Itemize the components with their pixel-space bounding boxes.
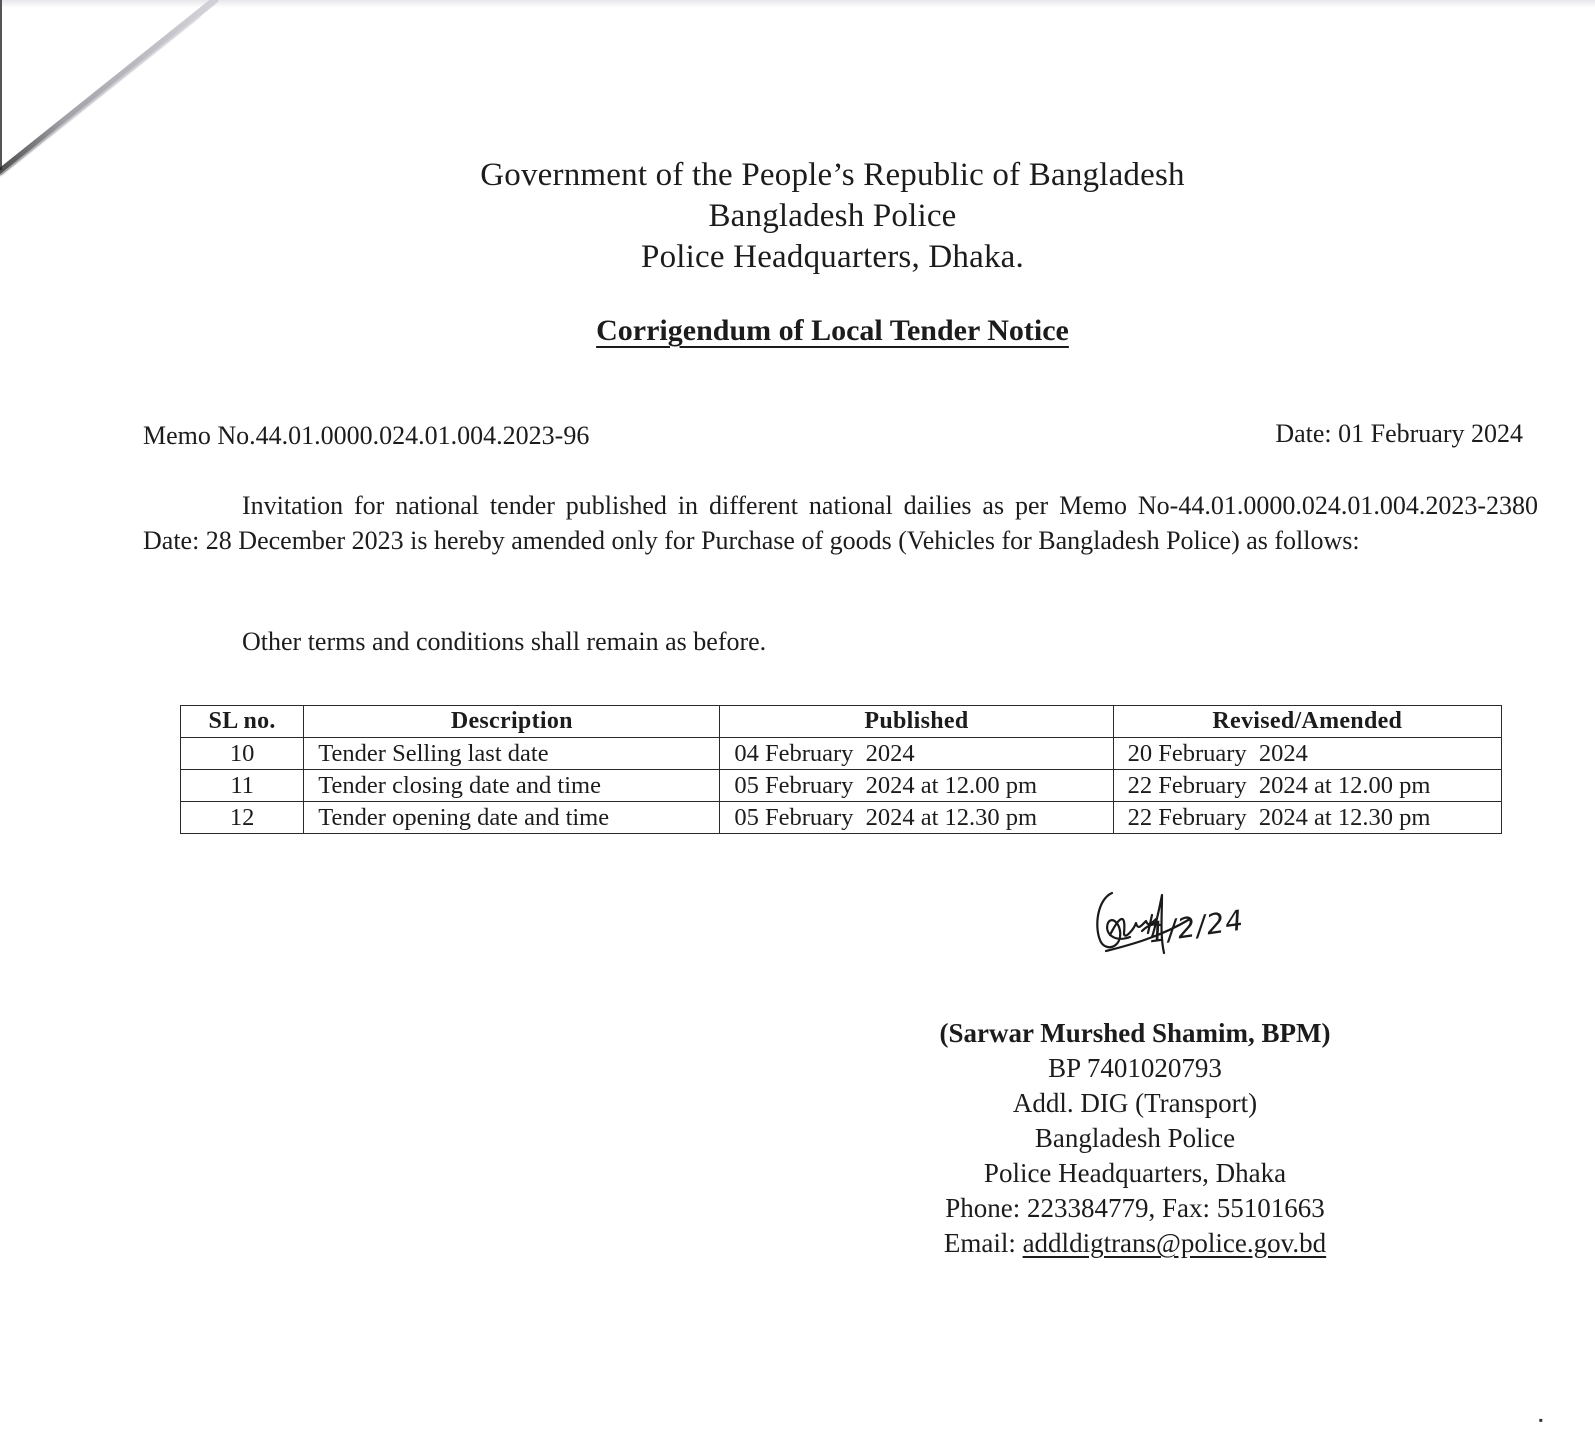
cell-published: 05 February 2024 at 12.00 pm [720, 770, 1113, 802]
scan-speck: ▪ [1538, 1413, 1543, 1427]
body-paragraph-invitation: Invitation for national tender published in different national dailies as per Memo No-44.01.0000.024.01.004.2023-2380 Date: 28 December 2023 is hereby amended only for Purchase of goods (Vehicles for Bangladesh Police) as follows: [143, 491, 1538, 555]
handwritten-signature-date: 1/2/24 [1146, 903, 1246, 950]
memo-number: Memo No.44.01.0000.024.01.004.2023-96 [143, 421, 590, 450]
column-header-sl: SL no. [181, 706, 304, 738]
cell-description: Tender closing date and time [304, 770, 720, 802]
cell-published: 05 February 2024 at 12.30 pm [720, 802, 1113, 834]
table-row [181, 770, 1502, 802]
letterhead-government: Government of the People’s Republic of Bangladesh [480, 157, 1185, 193]
body-paragraph-terms: Other terms and conditions shall remain as before. [242, 627, 767, 656]
cell-sl: 10 [181, 738, 304, 770]
signatory-block [880, 1016, 1390, 1261]
cell-description: Tender opening date and time [304, 802, 720, 834]
column-header-revised: Revised/Amended [1113, 706, 1501, 738]
letterhead-office: Police Headquarters, Dhaka. [641, 239, 1024, 275]
signatory-email-line [880, 1226, 1390, 1261]
letterhead [0, 155, 1595, 278]
letterhead-department: Bangladesh Police [708, 198, 957, 234]
column-header-published: Published [720, 706, 1113, 738]
document-title [0, 314, 1595, 348]
table-row [181, 802, 1502, 834]
cell-sl: 11 [181, 770, 304, 802]
cell-revised: 22 February 2024 at 12.30 pm [1113, 802, 1501, 834]
signatory-contact: Phone: 223384779, Fax: 55101663 [945, 1193, 1325, 1223]
table-row [181, 738, 1502, 770]
cell-description: Tender Selling last date [304, 738, 720, 770]
signatory-organization: Bangladesh Police [1034, 1123, 1236, 1153]
signatory-name: (Sarwar Murshed Shamim, BPM) [939, 1018, 1331, 1048]
amendment-table [180, 705, 1502, 834]
cell-sl: 12 [181, 802, 304, 834]
cell-published: 04 February 2024 [720, 738, 1113, 770]
email-link[interactable]: addldigtrans@police.gov.bd [1022, 1228, 1327, 1258]
memo-date: Date: 01 February 2024 [1275, 419, 1523, 448]
cell-revised: 22 February 2024 at 12.00 pm [1113, 770, 1501, 802]
column-header-description: Description [304, 706, 720, 738]
document-title-text: Corrigendum of Local Tender Notice [596, 314, 1069, 347]
cell-revised: 20 February 2024 [1113, 738, 1501, 770]
signatory-designation: Addl. DIG (Transport) [1012, 1088, 1258, 1118]
email-label: Email: [943, 1228, 1023, 1258]
table-header-row [181, 706, 1502, 738]
signatory-office: Police Headquarters, Dhaka [983, 1158, 1287, 1188]
signatory-bp-number: BP 7401020793 [1048, 1053, 1222, 1083]
